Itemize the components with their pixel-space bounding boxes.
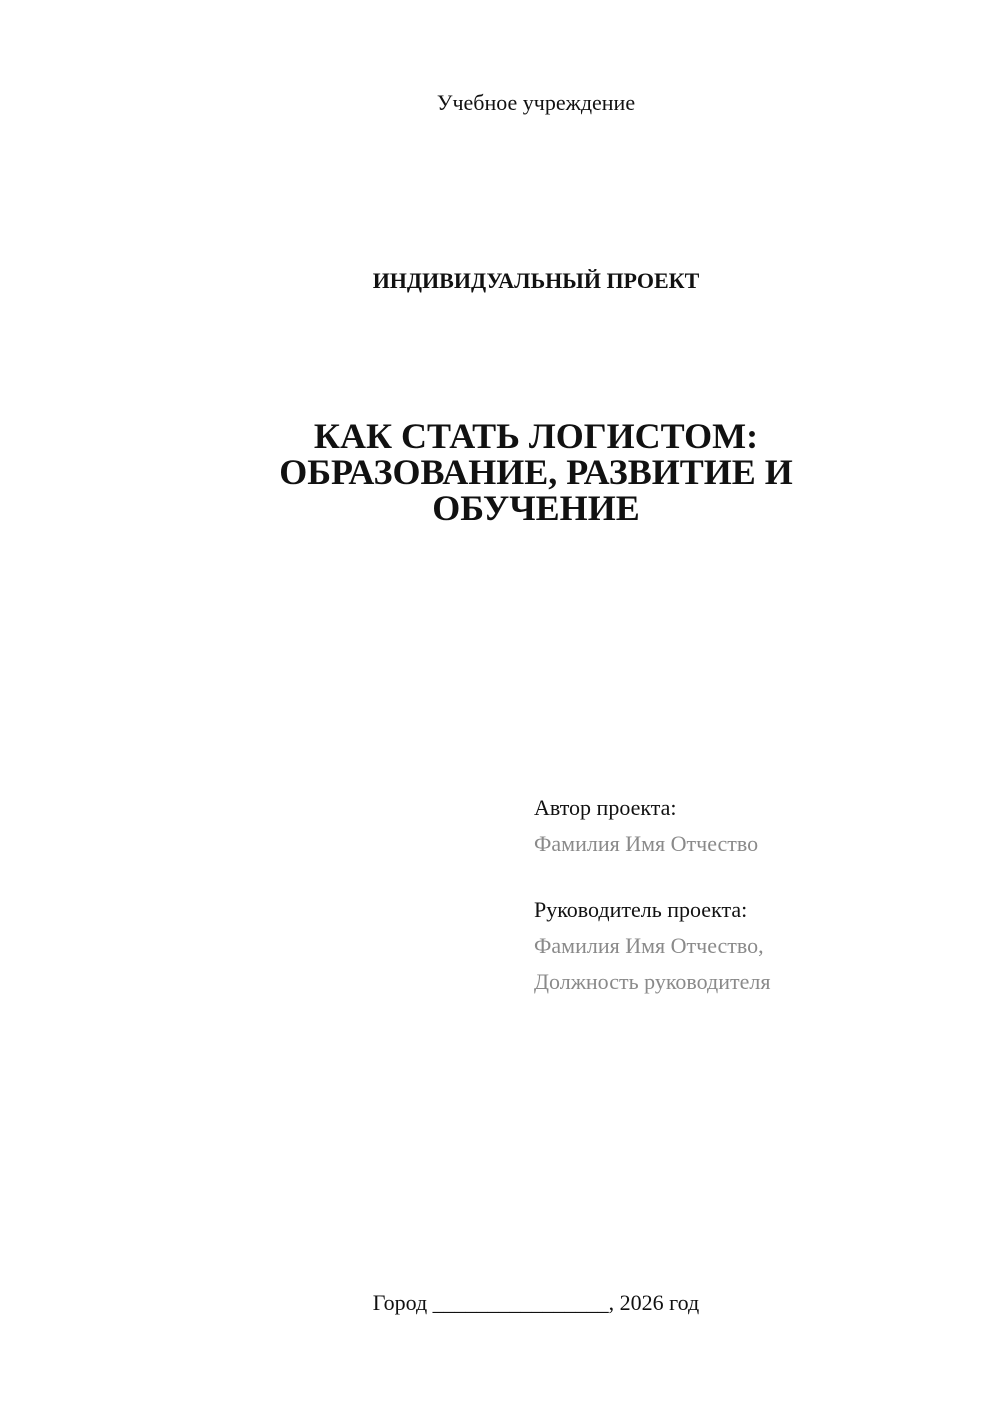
author-label: Автор проекта: (534, 795, 677, 820)
project-title-line: ОБРАЗОВАНИЕ, РАЗВИТИЕ И (279, 452, 793, 492)
project-type-heading: ИНДИВИДУАЛЬНЫЙ ПРОЕКТ (372, 268, 700, 293)
supervisor-name: Фамилия Имя Отчество, (534, 933, 764, 958)
author-name: Фамилия Имя Отчество (534, 831, 759, 856)
credits-spacer (534, 862, 974, 892)
city-year-line: Город ________________, 2026 год (372, 1290, 700, 1315)
institution-name: Учебное учреждение (436, 90, 636, 115)
credits-block (534, 790, 974, 1000)
project-title-line: КАК СТАТЬ ЛОГИСТОМ: (313, 416, 759, 456)
supervisor-label: Руководитель проекта: (534, 897, 748, 922)
project-title (230, 418, 842, 526)
project-title-line: ОБУЧЕНИЕ (432, 488, 640, 528)
supervisor-position: Должность руководителя (534, 969, 771, 994)
